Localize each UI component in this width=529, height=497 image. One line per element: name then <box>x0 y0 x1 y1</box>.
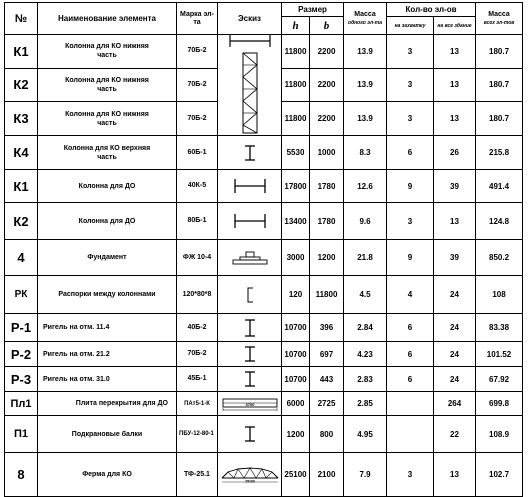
row-name: Ферма для КО <box>38 453 177 497</box>
table-row <box>5 367 523 392</box>
row-mass: 4.95 <box>344 416 387 453</box>
row-mass-all: 67.92 <box>476 367 523 392</box>
row-sketch <box>218 342 282 367</box>
i-beam-icon <box>244 319 256 337</box>
table-row <box>5 35 523 69</box>
row-count-span: 9 <box>387 240 434 276</box>
row-count-span: 3 <box>387 453 434 497</box>
row-h: 6000 <box>282 392 310 416</box>
header-row <box>5 3 523 17</box>
wide-flange-icon <box>233 178 267 194</box>
row-mass: 21.8 <box>344 240 387 276</box>
row-sketch <box>218 453 282 497</box>
row-mass-all: 102.7 <box>476 453 523 497</box>
i-beam-icon <box>244 346 256 362</box>
row-mass-all: 491.4 <box>476 170 523 203</box>
row-num: Пл1 <box>5 392 38 416</box>
row-mass: 2.84 <box>344 314 387 342</box>
row-b: 2725 <box>310 392 344 416</box>
row-mark: ПБУ-12-80-1 <box>177 416 218 453</box>
row-b: 2200 <box>310 35 344 69</box>
row-mass-all: 124.8 <box>476 203 523 240</box>
row-name: Ригель на отм. 21.2 <box>38 342 177 367</box>
truss-icon <box>220 466 280 484</box>
table-row <box>5 314 523 342</box>
row-count-span: 3 <box>387 203 434 240</box>
row-mass: 13.9 <box>344 35 387 69</box>
row-mark: 40К-5 <box>177 170 218 203</box>
table-row <box>5 342 523 367</box>
i-beam-icon <box>244 371 256 387</box>
row-mark: 70Б-2 <box>177 342 218 367</box>
row-sketch <box>218 416 282 453</box>
row-num: Р-2 <box>5 342 38 367</box>
row-mark: 45Б-1 <box>177 367 218 392</box>
table-row <box>5 276 523 314</box>
row-b: 1780 <box>310 170 344 203</box>
row-num: РК <box>5 276 38 314</box>
row-name: Колонна для КО нижняя часть <box>38 102 177 136</box>
row-count-span: 6 <box>387 314 434 342</box>
row-name: Подкрановые балки <box>38 416 177 453</box>
row-mass: 12.6 <box>344 170 387 203</box>
row-num: Р-3 <box>5 367 38 392</box>
header-count-span: на захватку <box>387 17 434 35</box>
row-count-all: 13 <box>434 453 476 497</box>
row-sketch <box>218 392 282 416</box>
row-count-span: 6 <box>387 367 434 392</box>
row-count-span: 6 <box>387 136 434 170</box>
row-count-all: 26 <box>434 136 476 170</box>
row-name: Фундамент <box>38 240 177 276</box>
row-count-all: 24 <box>434 276 476 314</box>
row-mass-all: 108 <box>476 276 523 314</box>
row-h: 11800 <box>282 35 310 69</box>
row-count-all: 24 <box>434 367 476 392</box>
header-mass-total-label: Масса <box>488 10 510 18</box>
row-h: 1200 <box>282 416 310 453</box>
row-count-span: 9 <box>387 170 434 203</box>
header-mass-total <box>476 3 523 35</box>
header-mass-unit: одного эл-та <box>348 19 382 26</box>
row-b: 1200 <box>310 240 344 276</box>
row-name: Ригель на отм. 11.4 <box>38 314 177 342</box>
row-h: 11800 <box>282 102 310 136</box>
row-b: 2200 <box>310 102 344 136</box>
row-h: 10700 <box>282 367 310 392</box>
row-h: 25100 <box>282 453 310 497</box>
row-count-span <box>387 392 434 416</box>
header-mass-total-unit: всех эл-тов <box>483 19 515 26</box>
row-sketch <box>218 276 282 314</box>
row-mark: 80Б-1 <box>177 203 218 240</box>
row-count-all: 264 <box>434 392 476 416</box>
row-name: Колонна для ДО <box>38 203 177 240</box>
row-mass-all: 850.2 <box>476 240 523 276</box>
row-count-all: 24 <box>434 342 476 367</box>
row-count-all: 39 <box>434 170 476 203</box>
table-row <box>5 416 523 453</box>
row-b: 697 <box>310 342 344 367</box>
header-size: Размер <box>282 3 344 17</box>
row-b: 2200 <box>310 68 344 102</box>
row-mass: 9.6 <box>344 203 387 240</box>
row-b: 396 <box>310 314 344 342</box>
table-row <box>5 453 523 497</box>
row-sketch <box>218 136 282 170</box>
row-mark: 70Б-2 <box>177 35 218 69</box>
header-mass-label: Масса <box>354 10 376 18</box>
row-h: 17800 <box>282 170 310 203</box>
header-h: h <box>282 17 310 35</box>
row-h: 11800 <box>282 68 310 102</box>
row-num: П1 <box>5 416 38 453</box>
row-count-all: 39 <box>434 240 476 276</box>
row-mass-all: 108.9 <box>476 416 523 453</box>
table-row <box>5 240 523 276</box>
row-mass-all: 699.8 <box>476 392 523 416</box>
row-name: Колонна для ДО <box>38 170 177 203</box>
row-h: 13400 <box>282 203 310 240</box>
row-mass-all: 101.52 <box>476 342 523 367</box>
row-h: 10700 <box>282 342 310 367</box>
row-name: Колонна для КО нижняя часть <box>38 68 177 102</box>
row-count-span <box>387 416 434 453</box>
row-mass-all: 180.7 <box>476 68 523 102</box>
row-count-span: 4 <box>387 276 434 314</box>
row-b: 443 <box>310 367 344 392</box>
row-h: 10700 <box>282 314 310 342</box>
row-count-all: 13 <box>434 102 476 136</box>
row-h: 120 <box>282 276 310 314</box>
foundation-icon <box>232 251 268 265</box>
header-mark: Марка эл-та <box>177 3 218 35</box>
row-num: К3 <box>5 102 38 136</box>
row-name: Ригель на отм. 31.0 <box>38 367 177 392</box>
row-count-all: 13 <box>434 203 476 240</box>
row-num: Р-1 <box>5 314 38 342</box>
row-mass: 2.83 <box>344 367 387 392</box>
row-mark: 70Б-2 <box>177 68 218 102</box>
row-mass: 2.85 <box>344 392 387 416</box>
row-count-span: 6 <box>387 342 434 367</box>
row-name: Плита перекрытия для ДО <box>38 392 177 416</box>
row-count-span: 3 <box>387 35 434 69</box>
row-b: 11800 <box>310 276 344 314</box>
column-lower-icon <box>228 35 272 135</box>
row-h: 5530 <box>282 136 310 170</box>
i-beam-icon <box>244 426 256 442</box>
row-count-span: 3 <box>387 102 434 136</box>
row-mass: 7.9 <box>344 453 387 497</box>
row-mark: 70Б-2 <box>177 102 218 136</box>
table-row <box>5 136 523 170</box>
row-mark: 60Б-1 <box>177 136 218 170</box>
angle-icon <box>246 287 254 303</box>
row-mark: 40Б-2 <box>177 314 218 342</box>
slab-icon <box>221 396 279 412</box>
elements-table <box>4 2 523 497</box>
wide-flange-icon <box>233 213 267 229</box>
row-name: Колонна для КО нижняя часть <box>38 35 177 69</box>
row-name: Колонна для КО верхняя часть <box>38 136 177 170</box>
truss-dimension-label: 25100 <box>244 479 255 483</box>
table-row <box>5 392 523 416</box>
specification-sheet <box>4 2 523 497</box>
row-num: К2 <box>5 203 38 240</box>
header-count: Кол-во эл-ов <box>387 3 476 17</box>
row-num: 8 <box>5 453 38 497</box>
row-num: К1 <box>5 35 38 69</box>
row-sketch <box>218 170 282 203</box>
row-mass-all: 180.7 <box>476 35 523 69</box>
row-b: 1000 <box>310 136 344 170</box>
row-count-span: 3 <box>387 68 434 102</box>
table-row <box>5 203 523 240</box>
row-count-all: 24 <box>434 314 476 342</box>
row-num: К4 <box>5 136 38 170</box>
row-b: 800 <box>310 416 344 453</box>
header-count-building: на все здание <box>434 17 476 35</box>
row-mark: ТФ-25.1 <box>177 453 218 497</box>
header-b: b <box>310 17 344 35</box>
row-mass: 4.5 <box>344 276 387 314</box>
row-mass-all: 215.8 <box>476 136 523 170</box>
row-mass-all: 180.7 <box>476 102 523 136</box>
header-num: № <box>5 3 38 35</box>
row-sketch <box>218 203 282 240</box>
header-mass <box>344 3 387 35</box>
row-num: К1 <box>5 170 38 203</box>
row-sketch <box>218 314 282 342</box>
row-b: 1780 <box>310 203 344 240</box>
row-mass: 13.9 <box>344 68 387 102</box>
row-mass: 8.3 <box>344 136 387 170</box>
i-beam-icon <box>244 145 256 161</box>
row-count-all: 13 <box>434 68 476 102</box>
row-mark: ПАт5-1-К <box>177 392 218 416</box>
row-b: 2100 <box>310 453 344 497</box>
row-num: К2 <box>5 68 38 102</box>
row-mark: ФЖ 10-4 <box>177 240 218 276</box>
row-sketch <box>218 240 282 276</box>
header-name: Наименование элемента <box>38 3 177 35</box>
row-sketch <box>218 35 282 136</box>
row-name: Распорки между колоннами <box>38 276 177 314</box>
row-mass: 13.9 <box>344 102 387 136</box>
row-num: 4 <box>5 240 38 276</box>
header-sketch: Эскиз <box>218 3 282 35</box>
row-mass-all: 83.38 <box>476 314 523 342</box>
row-count-all: 22 <box>434 416 476 453</box>
row-sketch <box>218 367 282 392</box>
row-mark: 120*80*8 <box>177 276 218 314</box>
row-h: 3000 <box>282 240 310 276</box>
row-count-all: 13 <box>434 35 476 69</box>
slab-dimension-label: 3700 <box>245 401 254 407</box>
row-mass: 4.23 <box>344 342 387 367</box>
table-row <box>5 170 523 203</box>
